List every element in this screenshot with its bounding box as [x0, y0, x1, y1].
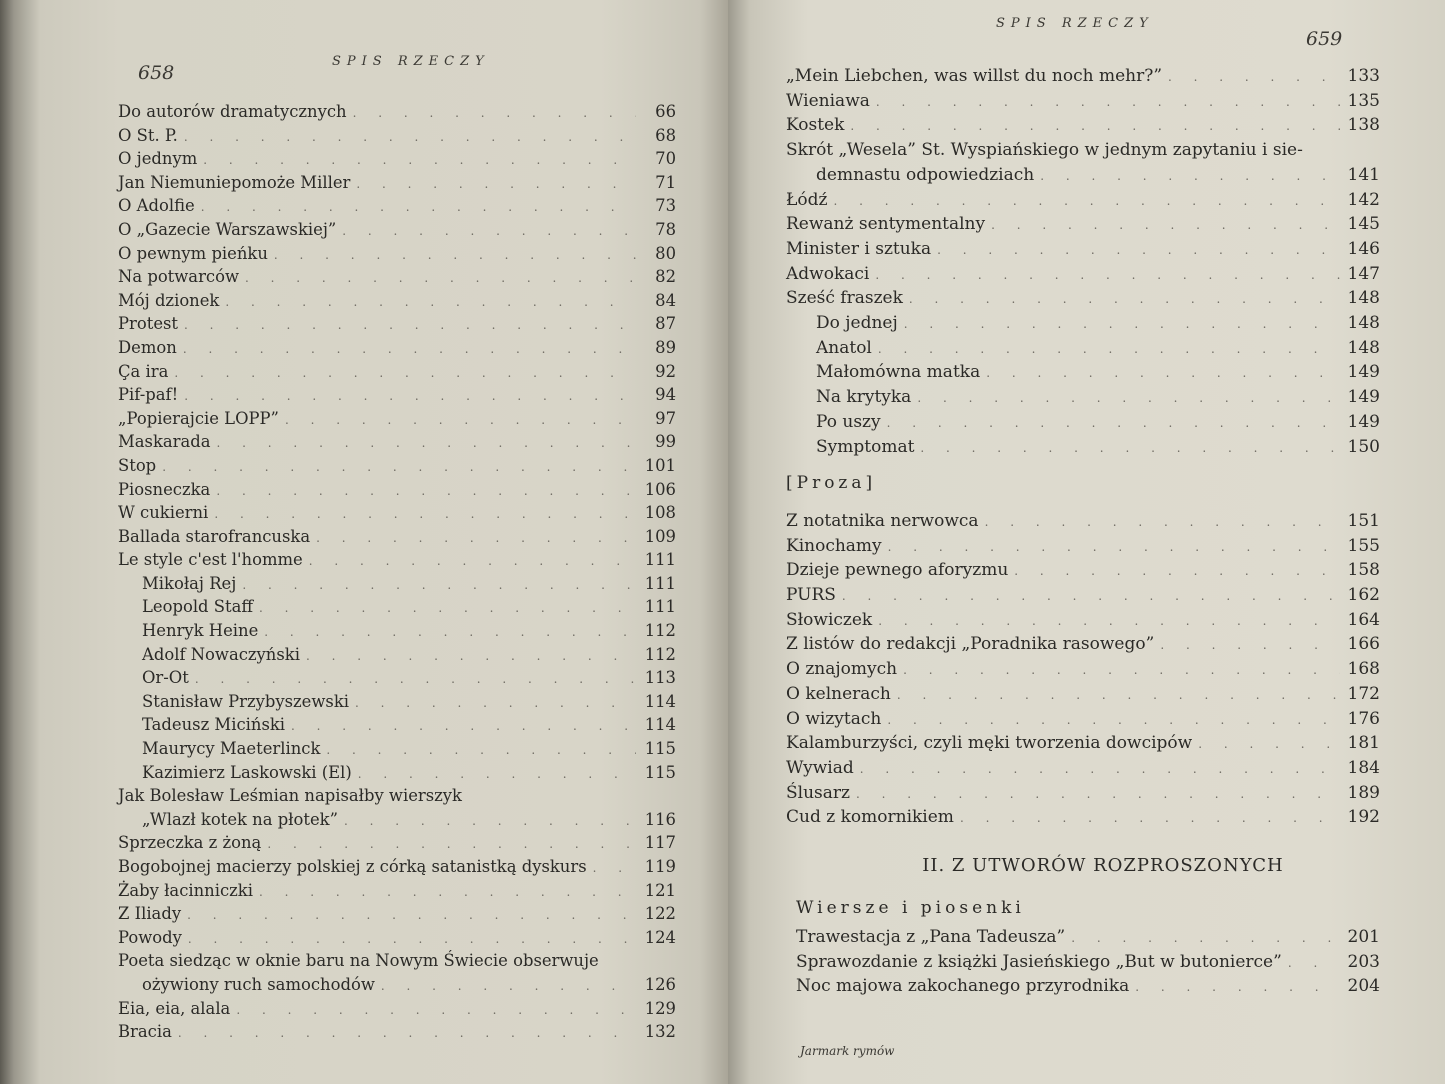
- dot-leader: [184, 385, 636, 408]
- dot-leader: [358, 763, 636, 786]
- toc-entry-title: Wywiad: [786, 757, 854, 778]
- dot-leader: [291, 715, 636, 738]
- dot-leader: [174, 362, 636, 385]
- toc-entry-page: 149: [1347, 411, 1380, 432]
- toc-entry: [118, 479, 676, 503]
- dot-leader: [960, 807, 1340, 831]
- toc-entry: [118, 361, 676, 385]
- toc-entry-page: 92: [655, 361, 676, 381]
- toc-entry-title: Tadeusz Miciński: [142, 715, 286, 735]
- dot-leader: [217, 432, 636, 455]
- toc-entry: [118, 714, 676, 738]
- dot-leader: [306, 645, 636, 668]
- toc-entry: [786, 708, 1380, 733]
- toc-entry-page: 112: [644, 644, 676, 664]
- toc-entry-page: 203: [1347, 951, 1380, 972]
- toc-entry-page: 115: [644, 762, 676, 782]
- toc-entry: [118, 644, 676, 668]
- dot-leader: [986, 362, 1340, 386]
- toc-entry-page: 204: [1347, 976, 1380, 997]
- toc-entry: [118, 455, 676, 479]
- dot-leader: [188, 928, 636, 951]
- toc-entry-title: Poeta siedząc w oknie baru na Nowym Świecie obserwuje: [118, 951, 599, 971]
- toc-entry-title: Do autorów dramatycznych: [118, 102, 347, 121]
- toc-entry: [118, 408, 676, 432]
- running-head: SPIS RZECZY: [996, 16, 1154, 31]
- toc-entry: [786, 609, 1380, 634]
- toc-entry: [118, 549, 676, 573]
- dot-leader: [920, 437, 1340, 461]
- toc-entry-title: Sześć fraszek: [786, 288, 903, 309]
- dot-leader: [1014, 560, 1340, 584]
- dot-leader: [259, 597, 636, 620]
- toc-entry-page: 119: [644, 857, 676, 876]
- toc-entry: [786, 510, 1380, 535]
- toc-entry: [118, 620, 676, 644]
- toc-entry-title: Na potwarców: [118, 267, 239, 287]
- toc-entry-page: 111: [644, 597, 676, 617]
- toc-entry-title: Kinochamy: [786, 535, 882, 556]
- toc-entry-page: 124: [644, 927, 676, 947]
- toc-entry-page: 122: [644, 904, 676, 924]
- toc-entry: [118, 974, 676, 998]
- toc-entry-title: [Proza]: [786, 473, 877, 494]
- toc-entry-title: Cud z komornikiem: [786, 807, 954, 828]
- toc-entry-title: Z Iliady: [118, 904, 182, 924]
- toc-entry-title: O wizytach: [786, 708, 882, 729]
- dot-leader: [937, 239, 1340, 263]
- toc-entry-page: 133: [1347, 66, 1380, 86]
- toc-entry-title: O Adolfie: [118, 196, 195, 216]
- toc-entry: [118, 1021, 676, 1045]
- toc-entry: [118, 266, 676, 290]
- toc-entry-title: Do jednej: [816, 313, 898, 334]
- toc-entry-page: 97: [655, 408, 676, 428]
- toc-entry-title: „Mein Liebchen, was willst du noch mehr?”: [786, 66, 1163, 86]
- dot-leader: [878, 610, 1340, 634]
- toc-entry-page: 84: [655, 290, 676, 310]
- toc-entry: [118, 832, 676, 856]
- toc-entry: [118, 125, 676, 149]
- toc-entry: [786, 732, 1380, 757]
- toc-entry: [118, 172, 676, 196]
- toc-entry-title: Ça ira: [118, 361, 169, 381]
- toc-entry-title: W cukierni: [118, 503, 209, 523]
- toc-entry-page: 109: [644, 526, 676, 546]
- toc-entry-page: 176: [1347, 708, 1380, 729]
- dot-leader: [187, 904, 636, 927]
- toc-entry-page: 114: [644, 691, 676, 711]
- toc-entry: [786, 238, 1380, 263]
- dot-leader: [856, 783, 1340, 807]
- page-number: 659: [1306, 28, 1343, 50]
- toc-entry: [786, 411, 1380, 436]
- toc-entry-title: Skrót „Wesela” St. Wyspiańskiego w jednym zapytaniu i sie-: [786, 140, 1303, 161]
- toc-entry: [786, 757, 1380, 782]
- toc-entry-page: 115: [644, 739, 676, 759]
- toc-entry: [118, 101, 676, 125]
- toc-entry-title: Piosneczka: [118, 479, 211, 499]
- toc-entry-title: Powody: [118, 927, 182, 947]
- toc-entry-title: Noc majowa zakochanego przyrodnika: [796, 976, 1130, 997]
- toc-entry: [786, 386, 1380, 411]
- toc-entry-title: O pewnym pieńku: [118, 243, 268, 263]
- toc-entry-page: 78: [655, 219, 676, 239]
- toc-entry-title: Protest: [118, 314, 179, 334]
- toc-entry-title: Demon: [118, 337, 177, 357]
- toc-entry-title: Sprzeczka z żoną: [118, 833, 262, 853]
- toc-entry: [118, 502, 676, 526]
- dot-leader: [1198, 733, 1340, 757]
- toc-entry-page: 172: [1347, 683, 1380, 704]
- toc-entry: [118, 950, 676, 974]
- toc-entry-title: Z notatnika nerwowca: [786, 510, 979, 531]
- dot-leader: [1160, 634, 1340, 658]
- dot-leader: [183, 338, 636, 361]
- toc-entry-title: Trawestacja z „Pana Tadeusza”: [796, 927, 1066, 947]
- dot-leader: [991, 214, 1340, 238]
- toc-entry: [118, 596, 676, 620]
- toc-entry-title: Kalamburzyści, czyli męki tworzenia dowcipów: [786, 733, 1193, 754]
- dot-leader: [216, 480, 636, 503]
- toc-entry: [786, 559, 1380, 584]
- toc-entry: [786, 633, 1380, 658]
- toc-entry: [118, 195, 676, 219]
- toc-entry-page: 138: [1347, 115, 1380, 136]
- toc-entry-page: 117: [644, 833, 676, 853]
- toc-entry-title: Minister i sztuka: [786, 238, 932, 259]
- toc-entry-title: Leopold Staff: [142, 597, 253, 617]
- toc-entry: [786, 90, 1380, 115]
- dot-leader: [326, 739, 636, 762]
- toc-entry: [118, 927, 676, 951]
- toc-entry-page: 129: [644, 998, 676, 1018]
- toc-entry-title: Sprawozdanie z książki Jasieńskiego „But w butonierce”: [796, 951, 1282, 972]
- toc-entry: [118, 148, 676, 172]
- dot-leader: [850, 115, 1340, 139]
- dot-leader: [225, 291, 636, 314]
- dot-leader: [904, 313, 1340, 337]
- toc-entry: [786, 287, 1380, 312]
- dot-leader: [878, 338, 1340, 362]
- toc-entry-page: 181: [1347, 733, 1380, 754]
- toc-entry-title: Po uszy: [816, 411, 881, 432]
- toc-entry-page: 162: [1347, 585, 1380, 606]
- toc-entry-page: 149: [1347, 387, 1380, 408]
- toc-entry-page: 168: [1347, 659, 1380, 680]
- toc-entry-page: 121: [644, 880, 676, 900]
- page-number: 658: [138, 62, 175, 84]
- dot-leader: [178, 1022, 636, 1045]
- toc-entry-page: 80: [655, 243, 676, 263]
- toc-entry-title: O jednym: [118, 149, 198, 169]
- toc-entry-title: Jan Niemuniepomoże Miller: [118, 172, 351, 192]
- dot-leader: [1288, 952, 1340, 976]
- dot-leader: [344, 810, 636, 833]
- dot-leader: [162, 456, 636, 479]
- dot-leader: [356, 173, 636, 196]
- toc-entry-title: Pif-paf!: [118, 385, 179, 405]
- toc-entry-page: 164: [1347, 609, 1380, 630]
- dot-leader: [184, 126, 636, 149]
- toc-entry: [118, 290, 676, 314]
- toc-entry-page: 148: [1347, 313, 1380, 334]
- toc-entry: [118, 573, 676, 597]
- toc-section-label: [786, 472, 1380, 496]
- toc-entry-title: O znajomych: [786, 659, 898, 680]
- toc-entry: [786, 806, 1380, 831]
- toc-entry-title: Ślusarz: [786, 782, 850, 803]
- toc-entry-page: 73: [655, 196, 676, 216]
- toc-entry-page: 71: [655, 172, 676, 192]
- toc-entry-page: 148: [1347, 288, 1380, 309]
- section-heading: II. Z UTWORÓW ROZPROSZONYCH: [922, 855, 1284, 876]
- toc-entry: [786, 361, 1380, 386]
- dot-leader: [259, 881, 636, 904]
- toc-entry: [796, 951, 1380, 976]
- toc-entry-title: Z listów do redakcji „Poradnika rasowego”: [786, 634, 1155, 655]
- toc-entry: [118, 903, 676, 927]
- dot-leader: [184, 314, 636, 337]
- toc-entry-title: ożywiony ruch samochodów: [142, 974, 375, 994]
- dot-leader: [381, 975, 636, 998]
- dot-leader: [267, 833, 636, 856]
- toc-list-right: [786, 65, 1380, 831]
- toc-entry-title: Rewanż sentymentalny: [786, 214, 986, 235]
- dot-leader: [909, 288, 1340, 312]
- toc-entry: [786, 114, 1380, 139]
- toc-entry-page: 135: [1347, 90, 1380, 111]
- toc-entry: [786, 658, 1380, 683]
- dot-leader: [897, 684, 1340, 708]
- toc-entry: [118, 243, 676, 267]
- toc-entry-page: 66: [655, 102, 676, 121]
- toc-entry-page: 70: [655, 149, 676, 169]
- toc-entry-page: 189: [1347, 782, 1380, 803]
- toc-entry: [786, 337, 1380, 362]
- dot-leader: [887, 709, 1340, 733]
- dot-leader: [875, 264, 1340, 288]
- toc-entry-page: 111: [644, 573, 676, 593]
- dot-leader: [342, 220, 636, 243]
- toc-entry-title: Jak Bolesław Leśmian napisałby wierszyk: [118, 786, 462, 806]
- toc-entry-page: 147: [1347, 263, 1380, 284]
- toc-entry-title: Mikołaj Rej: [142, 573, 237, 593]
- toc-entry-page: 141: [1347, 164, 1380, 185]
- toc-entry-title: Stop: [118, 455, 157, 475]
- dot-leader: [236, 999, 636, 1022]
- toc-entry-page: 94: [655, 385, 676, 405]
- toc-entry: [786, 139, 1380, 164]
- toc-entry-page: 82: [655, 267, 676, 287]
- toc-entry: [786, 782, 1380, 807]
- toc-entry: [118, 691, 676, 715]
- toc-entry-page: 132: [644, 1022, 676, 1042]
- dot-leader: [274, 244, 636, 267]
- toc-entry-page: 142: [1347, 189, 1380, 210]
- toc-entry-page: 111: [644, 550, 676, 570]
- toc-entry-title: Małomówna matka: [816, 362, 981, 383]
- toc-list-section-2: [786, 926, 1380, 1000]
- toc-entry-title: Kazimierz Laskowski (El): [142, 762, 352, 782]
- toc-entry-title: demnastu odpowiedziach: [816, 164, 1035, 185]
- toc-entry-title: Le style c'est l'homme: [118, 550, 303, 570]
- toc-entry: [786, 189, 1380, 214]
- toc-entry-page: 151: [1347, 510, 1380, 531]
- toc-entry-title: Or-Ot: [142, 668, 189, 688]
- toc-entry-page: 116: [644, 809, 676, 829]
- toc-entry-page: 192: [1347, 807, 1380, 828]
- toc-entry-title: Dzieje pewnego aforyzmu: [786, 560, 1009, 581]
- dot-leader: [860, 758, 1340, 782]
- toc-entry-title: Symptomat: [816, 436, 915, 457]
- toc-entry-title: O „Gazecie Warszawskiej”: [118, 219, 337, 239]
- dot-leader: [353, 102, 636, 125]
- toc-entry-page: 89: [655, 337, 676, 357]
- toc-entry: [786, 164, 1380, 189]
- toc-entry: [786, 584, 1380, 609]
- toc-entry-title: Ballada starofrancuska: [118, 526, 311, 546]
- toc-entry-title: Adwokaci: [786, 263, 870, 284]
- toc-entry-title: Żaby łacinniczki: [118, 880, 253, 900]
- dot-leader: [888, 536, 1340, 560]
- toc-entry-page: 126: [644, 974, 676, 994]
- toc-entry-page: 145: [1347, 214, 1380, 235]
- dot-leader: [593, 857, 636, 880]
- toc-entry: [118, 526, 676, 550]
- toc-entry-page: 101: [644, 455, 676, 475]
- toc-entry-title: Słowiczek: [786, 609, 873, 630]
- section-2: [786, 855, 1380, 1000]
- dot-leader: [264, 621, 636, 644]
- toc-entry-page: 106: [644, 479, 676, 499]
- toc-entry-title: Maskarada: [118, 432, 211, 452]
- toc-entry-title: O St. P.: [118, 125, 178, 145]
- toc-entry: [118, 809, 676, 833]
- toc-entry: [118, 738, 676, 762]
- dot-leader: [242, 574, 636, 597]
- dot-leader: [201, 196, 636, 219]
- toc-entry: [118, 667, 676, 691]
- toc-entry: [118, 856, 676, 880]
- toc-entry-page: 166: [1347, 634, 1380, 655]
- dot-leader: [1071, 927, 1340, 951]
- toc-entry-page: 112: [644, 621, 676, 641]
- toc-entry-title: O kelnerach: [786, 683, 891, 704]
- toc-entry-title: Maurycy Maeterlinck: [142, 739, 321, 759]
- toc-entry-page: 158: [1347, 560, 1380, 581]
- section-subheading: Wiersze i piosenki: [796, 898, 1025, 918]
- toc-entry: [118, 219, 676, 243]
- toc-entry-title: Anatol: [816, 337, 872, 358]
- toc-entry: [118, 785, 676, 809]
- toc-entry: [118, 313, 676, 337]
- toc-entry: [118, 880, 676, 904]
- toc-entry-title: Kostek: [786, 115, 845, 136]
- toc-entry-page: 149: [1347, 362, 1380, 383]
- toc-entry: [118, 384, 676, 408]
- dot-leader: [985, 511, 1340, 535]
- toc-entry: [118, 431, 676, 455]
- dot-leader: [1168, 66, 1340, 90]
- toc-entry: [786, 312, 1380, 337]
- toc-list-left: [118, 101, 676, 1045]
- toc-entry-title: „Popierajcie LOPP”: [118, 408, 279, 428]
- dot-leader: [876, 91, 1340, 115]
- toc-entry-title: Bracia: [118, 1022, 172, 1042]
- dot-leader: [285, 409, 636, 432]
- toc-entry-title: Adolf Nowaczyński: [142, 644, 300, 664]
- toc-entry-title: „Wlazł kotek na płotek”: [142, 809, 338, 829]
- toc-entry: [118, 998, 676, 1022]
- toc-entry-page: 68: [655, 125, 676, 145]
- toc-entry-title: Wieniawa: [786, 90, 870, 111]
- dot-leader: [842, 585, 1340, 609]
- toc-entry-title: Henryk Heine: [142, 621, 259, 641]
- dot-leader: [1135, 976, 1340, 1000]
- dot-leader: [355, 692, 636, 715]
- toc-entry: [786, 683, 1380, 708]
- toc-entry-page: 148: [1347, 337, 1380, 358]
- toc-entry: [786, 65, 1380, 90]
- toc-entry-title: Łódź: [786, 189, 828, 210]
- toc-entry-page: 201: [1347, 927, 1380, 947]
- toc-entry: [118, 337, 676, 361]
- dot-leader: [1040, 165, 1340, 189]
- toc-entry: [786, 436, 1380, 461]
- toc-entry: [786, 535, 1380, 560]
- dot-leader: [245, 267, 636, 290]
- dot-leader: [195, 668, 636, 691]
- toc-entry-page: 113: [644, 668, 676, 688]
- toc-entry-title: Eia, eia, alala: [118, 998, 231, 1018]
- toc-entry-page: 99: [655, 432, 676, 452]
- dot-leader: [214, 503, 636, 526]
- toc-entry-title: Stanisław Przybyszewski: [142, 691, 349, 711]
- toc-entry-page: 155: [1347, 535, 1380, 556]
- toc-entry-title: Mój dzionek: [118, 290, 220, 310]
- toc-entry-page: 114: [644, 715, 676, 735]
- toc-entry: [786, 263, 1380, 288]
- toc-entry-page: 150: [1347, 436, 1380, 457]
- toc-entry-page: 146: [1347, 238, 1380, 259]
- dot-leader: [203, 149, 636, 172]
- dot-leader: [833, 190, 1340, 214]
- right-page: [728, 0, 1445, 1084]
- toc-entry-title: PURS: [786, 585, 836, 606]
- dot-leader: [917, 387, 1340, 411]
- toc-entry: [118, 762, 676, 786]
- toc-entry-title: Na krytyka: [816, 387, 912, 408]
- running-head: SPIS RZECZY: [332, 54, 490, 69]
- toc-entry: [786, 213, 1380, 238]
- toc-entry-page: 108: [644, 503, 676, 523]
- toc-entry-title: Bogobojnej macierzy polskiej z córką satanistką dyskurs: [118, 857, 587, 876]
- dot-leader: [887, 412, 1340, 436]
- footer-signature: Jarmark rymów: [800, 1044, 895, 1058]
- toc-entry-page: 87: [655, 314, 676, 334]
- dot-leader: [316, 527, 636, 550]
- dot-leader: [903, 659, 1340, 683]
- toc-entry-page: 184: [1347, 757, 1380, 778]
- dot-leader: [309, 550, 636, 573]
- toc-entry: [796, 926, 1380, 951]
- toc-entry: [796, 975, 1380, 1000]
